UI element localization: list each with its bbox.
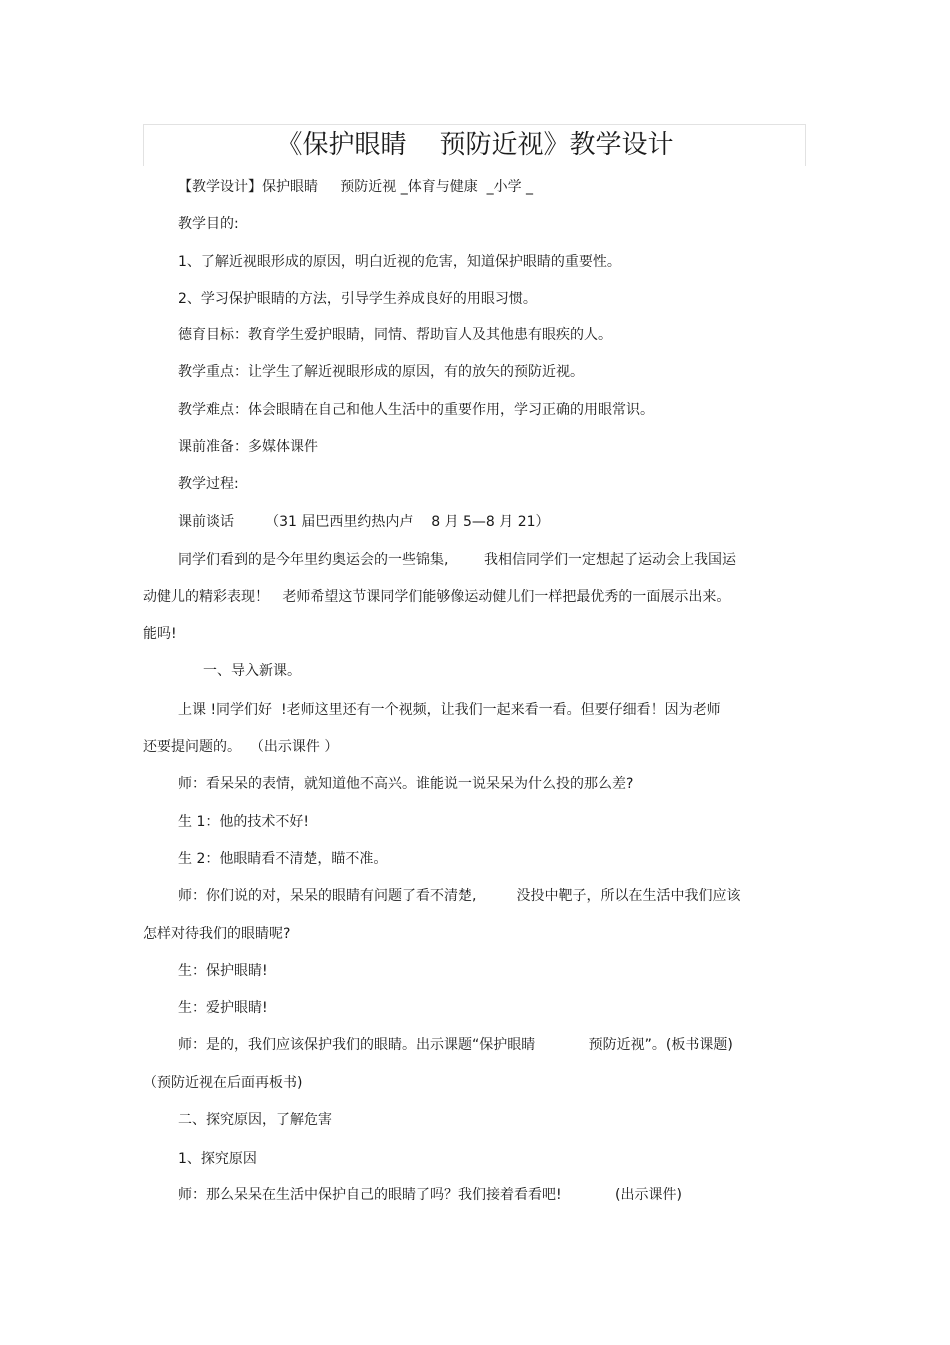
text-line: 【教学设计】保护眼睛 预防近视 _体育与健康 _小学 _ bbox=[178, 179, 534, 195]
section-heading: 一、导入新课。 bbox=[203, 663, 301, 679]
text-line: 教学难点：体会眼睛在自己和他人生活中的重要作用，学习正确的用眼常识。 bbox=[178, 402, 654, 418]
text-line: 生：保护眼睛! bbox=[178, 963, 268, 979]
text-line: 师：那么呆呆在生活中保护自己的眼睛了吗？我们接着看看吧! (出示课件) bbox=[178, 1187, 682, 1203]
text-line: （预防近视在后面再板书) bbox=[143, 1075, 303, 1091]
text-line: 同学们看到的是今年里约奥运会的一些锦集, 我相信同学们一定想起了运动会上我国运 bbox=[178, 552, 737, 568]
text-line: 能吗! bbox=[143, 626, 177, 642]
text-line: 1、了解近视眼形成的原因，明白近视的危害，知道保护眼睛的重要性。 bbox=[178, 254, 621, 270]
text-line: 生：爱护眼睛! bbox=[178, 1000, 268, 1016]
text-line: 生 1：他的技术不好! bbox=[178, 814, 309, 830]
text-line: 教学目的: bbox=[178, 216, 239, 232]
text-line: 课前准备：多媒体课件 bbox=[178, 439, 318, 455]
subsection-heading: 1、探究原因 bbox=[178, 1151, 257, 1167]
text-line: 2、学习保护眼睛的方法，引导学生养成良好的用眼习惯。 bbox=[178, 291, 537, 307]
text-line: 师：看呆呆的表情，就知道他不高兴。谁能说一说呆呆为什么投的那么差? bbox=[178, 776, 634, 792]
text-line: 师：是的，我们应该保护我们的眼睛。出示课题“保护眼睛 预防近视”。(板书课题) bbox=[178, 1037, 733, 1053]
text-line: 课前谈话 （31 届巴西里约热内卢 8 月 5—8 月 21） bbox=[178, 514, 550, 530]
document-title: 《保护眼睛 预防近视》教学设计 bbox=[276, 130, 674, 160]
section-heading: 二、探究原因，了解危害 bbox=[178, 1112, 332, 1128]
text-line: 师：你们说的对，呆呆的眼睛有问题了看不清楚, 没投中靶子，所以在生活中我们应该 bbox=[178, 888, 741, 904]
text-line: 教学过程: bbox=[178, 476, 239, 492]
text-line: 动健儿的精彩表现！ 老师希望这节课同学们能够像运动健儿们一样把最优秀的一面展示出来。 bbox=[143, 589, 731, 605]
text-line: 教学重点：让学生了解近视眼形成的原因，有的放矢的预防近视。 bbox=[178, 364, 584, 380]
text-line: 还要提问题的。 （出示课件 ） bbox=[143, 739, 339, 755]
text-line: 德育目标：教育学生爱护眼睛，同情、帮助盲人及其他患有眼疾的人。 bbox=[178, 327, 612, 343]
text-line: 生 2：他眼睛看不清楚，瞄不准。 bbox=[178, 851, 388, 867]
text-line: 上课 !同学们好 !老师这里还有一个视频，让我们一起来看一看。但要仔细看！因为老师 bbox=[178, 702, 721, 718]
text-line: 怎样对待我们的眼睛呢? bbox=[143, 926, 291, 942]
